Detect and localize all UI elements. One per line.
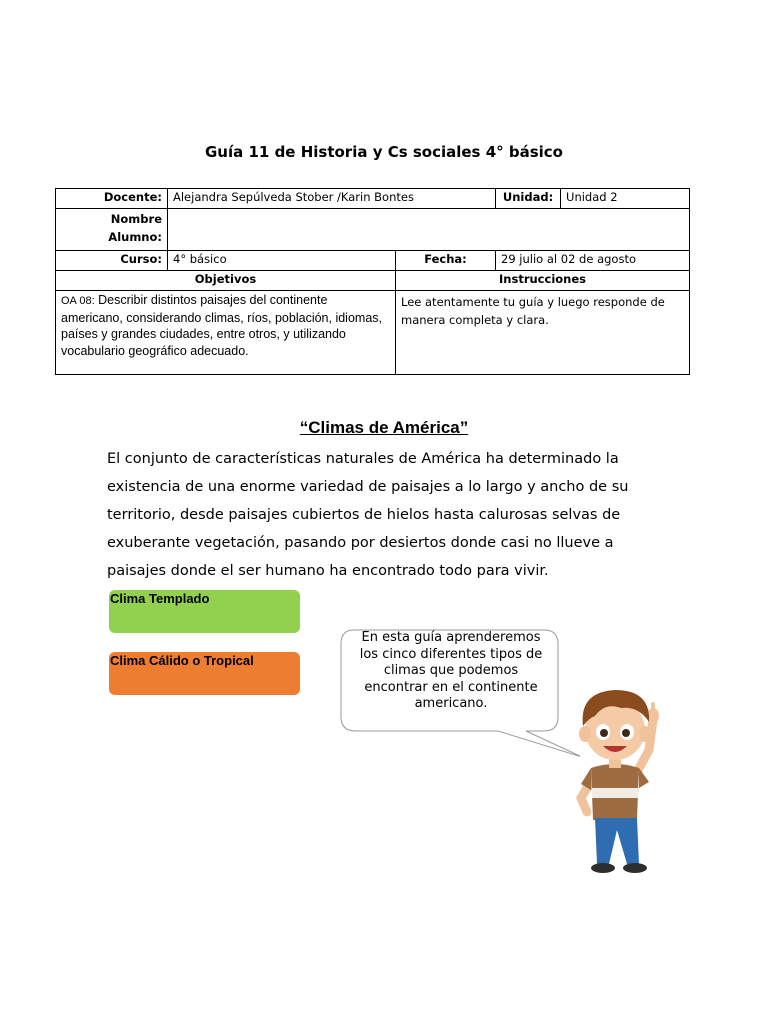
- speech-bubble: [330, 625, 570, 765]
- instrucciones-text: Lee atentamente tu guía y luego responde de manera completa y clara.: [396, 291, 690, 375]
- unidad-value: Unidad 2: [561, 189, 690, 209]
- section-heading-text: “Climas de América”: [299, 418, 469, 437]
- nombre-label-line2: Alumno:: [108, 230, 162, 244]
- objetivo-code: OA 08:: [61, 295, 95, 307]
- section-heading: [0, 418, 768, 438]
- docente-value: Alejandra Sepúlveda Stober /Karin Bontes: [168, 189, 496, 209]
- page-title: Guía 11 de Historia y Cs sociales 4° básico: [205, 143, 563, 161]
- nombre-alumno-label: [56, 209, 168, 251]
- clima-templado-box: Clima Templado: [109, 590, 300, 633]
- objetivo-text: Describir distintos paisajes del continente americano, considerando climas, ríos, población, idiomas, países y grandes ciudades, entre otros, y utilizando vocabulario geográfico adecuado.: [61, 293, 382, 358]
- objetivos-header: Objetivos: [56, 271, 396, 291]
- fecha-value: 29 julio al 02 de agosto: [496, 251, 690, 271]
- curso-label: Curso:: [56, 251, 168, 271]
- nombre-label-line1: Nombre: [110, 212, 162, 226]
- instrucciones-header: Instrucciones: [396, 271, 690, 291]
- curso-value: 4° básico: [168, 251, 396, 271]
- info-table: [55, 188, 690, 375]
- unidad-label: Unidad:: [496, 189, 561, 209]
- nombre-alumno-field[interactable]: [168, 209, 690, 251]
- speech-bubble-text: En esta guía aprenderemos los cinco diferentes tipos de climas que podemos encontrar en el continente americano.: [359, 630, 543, 711]
- clima-calido-box: Clima Cálido o Tropical: [109, 652, 300, 695]
- boy-pointing-illustration: [565, 680, 675, 875]
- fecha-label: Fecha:: [396, 251, 496, 271]
- intro-paragraph: El conjunto de características naturales de América ha determinado la existencia de una enorme variedad de paisajes a lo largo y ancho de su territorio, desde paisajes cubiertos de hielos hasta calurosas selvas de exuberante vegetación, pasando por desiertos donde casi no llueve a paisajes donde el ser humano ha encontrado todo para vivir.: [107, 451, 629, 579]
- docente-label: Docente:: [56, 189, 168, 209]
- objetivo-cell: [56, 291, 396, 375]
